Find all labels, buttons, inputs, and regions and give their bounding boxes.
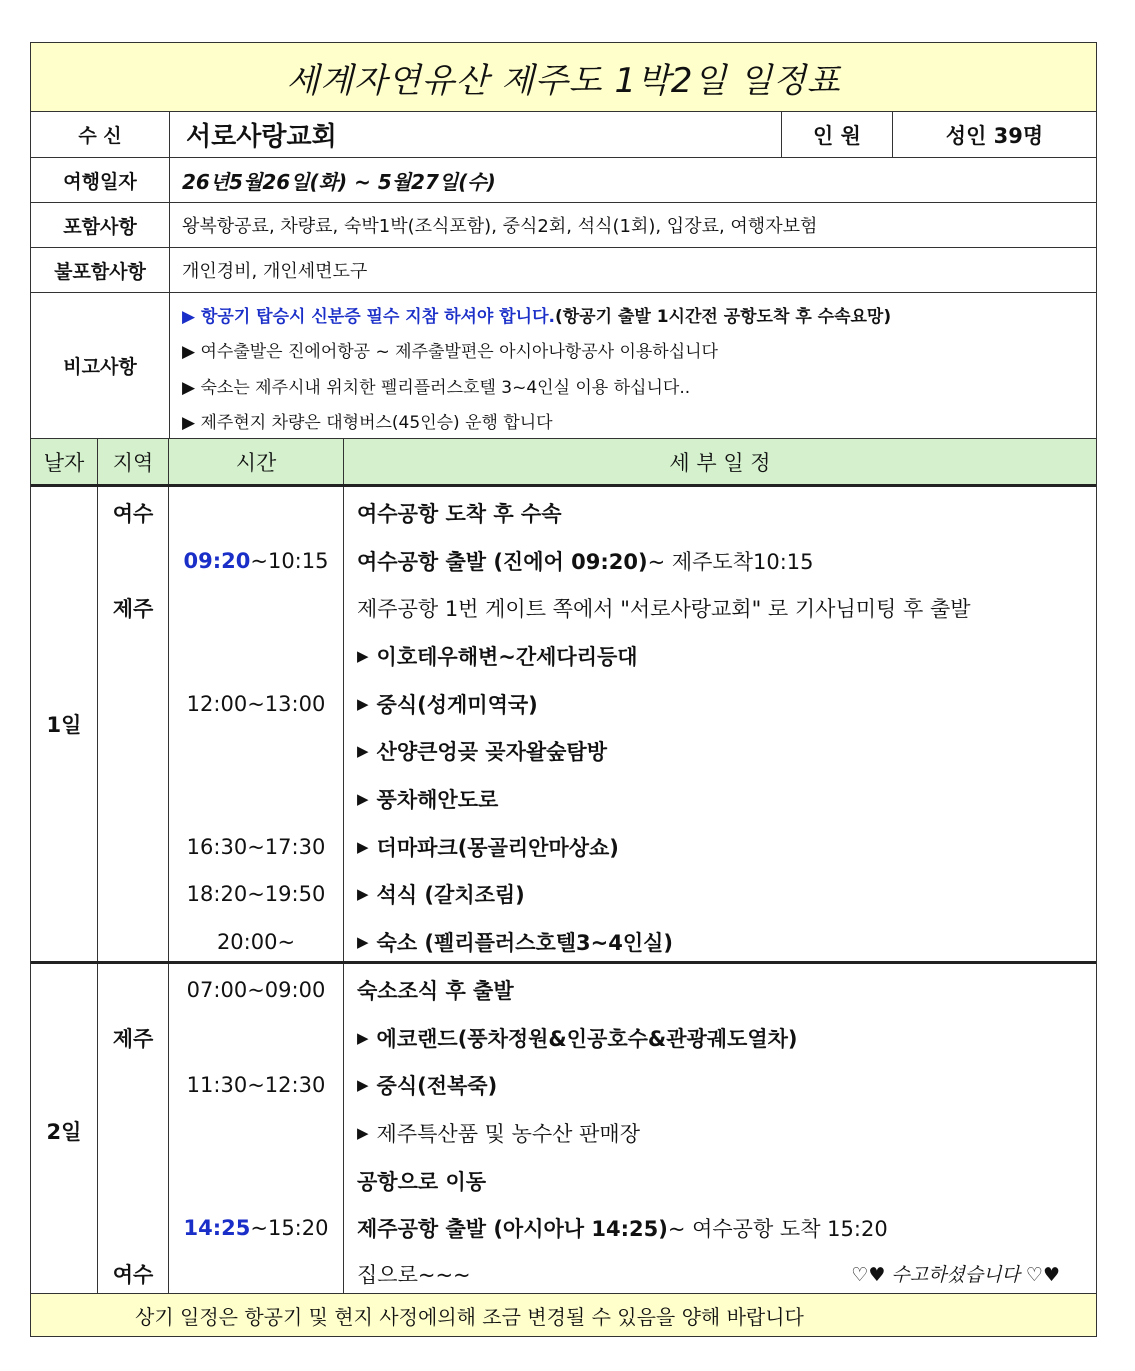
play-arrow-icon: ▶ bbox=[357, 741, 369, 760]
detail-item bbox=[344, 1250, 1096, 1298]
time-highlight: 09:20 bbox=[183, 548, 251, 573]
included-row bbox=[31, 203, 1096, 248]
detail-item: ▶ 더마파크(몽골리안마상쇼) bbox=[357, 835, 619, 860]
note-item bbox=[182, 297, 1096, 332]
header-area: 지역 bbox=[98, 439, 169, 484]
time-cell: 16:30~17:30 bbox=[186, 834, 326, 859]
play-arrow-icon: ▶ bbox=[357, 789, 369, 808]
included-value: 왕복항공료, 차량료, 숙박1박(조식포함), 중식2회, 석식(1회), 입장료, 여행자보험 bbox=[182, 216, 818, 237]
day1-label: 1일 bbox=[31, 487, 98, 961]
footer-note: 상기 일정은 항공기 및 현지 사정에의해 조금 변경될 수 있음을 양해 바랍니다 bbox=[31, 1293, 1096, 1336]
detail-item: ▶ 중식(전복죽) bbox=[357, 1073, 498, 1098]
area-cell: 여수 bbox=[112, 1262, 154, 1287]
day2-label: 2일 bbox=[31, 964, 98, 1297]
time-cell: 12:00~13:00 bbox=[186, 691, 326, 716]
included-label: 포함사항 bbox=[31, 203, 170, 247]
detail-item: ▶ 석식 (갈치조림) bbox=[357, 882, 525, 907]
time-rest: ~15:20 bbox=[250, 1215, 329, 1240]
page-title: 세계자연유산 제주도 1박2일 일정표 bbox=[31, 43, 1096, 112]
recipient-row bbox=[31, 112, 1096, 158]
detail-item: ▶ 중식(성게미역국) bbox=[357, 692, 538, 717]
itinerary-sheet bbox=[30, 42, 1097, 1337]
detail-item bbox=[344, 1204, 1096, 1252]
header-detail: 세 부 일 정 bbox=[669, 450, 771, 475]
detail-item: 숙소조식 후 출발 bbox=[357, 978, 514, 1003]
trip-date-value: 26년5월26일(화) ~ 5월27일(수) bbox=[182, 169, 496, 194]
people-value: 성인 39명 bbox=[945, 123, 1044, 148]
excluded-label: 불포함사항 bbox=[31, 248, 170, 292]
area-cell: 제주 bbox=[112, 1026, 154, 1051]
detail-rest: ~ 여수공항 도착 15:20 bbox=[667, 1216, 888, 1241]
play-arrow-icon: ▶ bbox=[357, 884, 369, 903]
time-cell: 11:30~12:30 bbox=[186, 1072, 326, 1097]
trip-date-row bbox=[31, 158, 1096, 203]
detail-rest: ~ 제주도착10:15 bbox=[647, 549, 814, 574]
day2-block bbox=[31, 964, 1096, 1297]
detail-bold: 여수공항 출발 (진에어 09:20) bbox=[357, 549, 648, 574]
play-arrow-icon: ▶ bbox=[357, 1075, 369, 1094]
play-arrow-icon: ▶ bbox=[357, 1028, 369, 1047]
play-arrow-icon: ▶ bbox=[357, 837, 369, 856]
time-cell: 20:00~ bbox=[216, 929, 296, 954]
area-cell: 여수 bbox=[112, 501, 154, 526]
detail-item: 공항으로 이동 bbox=[357, 1169, 487, 1194]
play-arrow-icon: ▶ bbox=[357, 646, 369, 665]
play-arrow-icon: ▶ bbox=[357, 1123, 369, 1142]
time-cell bbox=[169, 537, 343, 585]
play-arrow-icon: ▶ bbox=[357, 694, 369, 713]
note-item: ▶ 제주현지 차량은 대형버스(45인승) 운행 합니다 bbox=[182, 412, 553, 433]
header-day: 날자 bbox=[31, 439, 98, 484]
time-cell: 18:20~19:50 bbox=[186, 881, 326, 906]
area-cell: 제주 bbox=[112, 596, 154, 621]
detail-item: 제주공항 1번 게이트 쪽에서 "서로사랑교회" 로 기사님미팅 후 출발 bbox=[357, 596, 971, 621]
time-cell bbox=[169, 1204, 343, 1252]
detail-item: ▶ 이호테우해변~간세다리등대 bbox=[357, 644, 638, 669]
detail-bold: 제주공항 출발 (아시아나 14:25) bbox=[357, 1216, 668, 1241]
note-item: ▶ 여수출발은 진에어항공 ~ 제주출발편은 아시아나항공사 이용하십니다 bbox=[182, 342, 718, 363]
note-first-blue: ▶ 항공기 탑승시 신분증 필수 지참 하셔야 합니다. bbox=[182, 307, 555, 328]
notes-label: 비고사항 bbox=[31, 293, 170, 438]
schedule-header bbox=[31, 439, 1096, 487]
detail-item: ▶ 숙소 (펠리플러스호텔3~4인실) bbox=[357, 930, 674, 955]
excluded-row bbox=[31, 248, 1096, 293]
note-first-rest: (항공기 출발 1시간전 공항도착 후 수속요망) bbox=[554, 307, 892, 328]
excluded-value: 개인경비, 개인세면도구 bbox=[182, 261, 368, 282]
time-rest: ~10:15 bbox=[250, 548, 329, 573]
detail-text: 집으로~~~ bbox=[357, 1262, 471, 1287]
detail-item: ▶ 산양큰엉곶 곶자왈숲탐방 bbox=[357, 739, 608, 764]
note-item: ▶ 숙소는 제주시내 위치한 펠리플러스호텔 3~4인실 이용 하십니다.. bbox=[182, 377, 691, 398]
play-arrow-icon: ▶ bbox=[357, 932, 369, 951]
header-time: 시간 bbox=[169, 439, 344, 484]
trip-date-label: 여행일자 bbox=[31, 158, 170, 202]
detail-item bbox=[344, 537, 1096, 585]
recipient-label: 수 신 bbox=[31, 112, 170, 157]
detail-item: 여수공항 도착 후 수속 bbox=[357, 501, 562, 526]
detail-item: ▶ 제주특산품 및 농수산 판매장 bbox=[357, 1121, 641, 1146]
thanks-note: ♡♥ 수고하셨습니다 ♡♥ bbox=[851, 1264, 1060, 1287]
detail-item: ▶ 풍차해안도로 bbox=[357, 787, 499, 812]
notes-row bbox=[31, 293, 1096, 439]
people-label: 인 원 bbox=[782, 112, 893, 157]
detail-item: ▶ 에코랜드(풍차정원&인공호수&관광궤도열차) bbox=[357, 1026, 798, 1051]
time-highlight: 14:25 bbox=[183, 1215, 251, 1240]
day1-block bbox=[31, 487, 1096, 964]
recipient-name: 서로사랑교회 bbox=[170, 112, 782, 157]
time-cell: 07:00~09:00 bbox=[186, 977, 326, 1002]
